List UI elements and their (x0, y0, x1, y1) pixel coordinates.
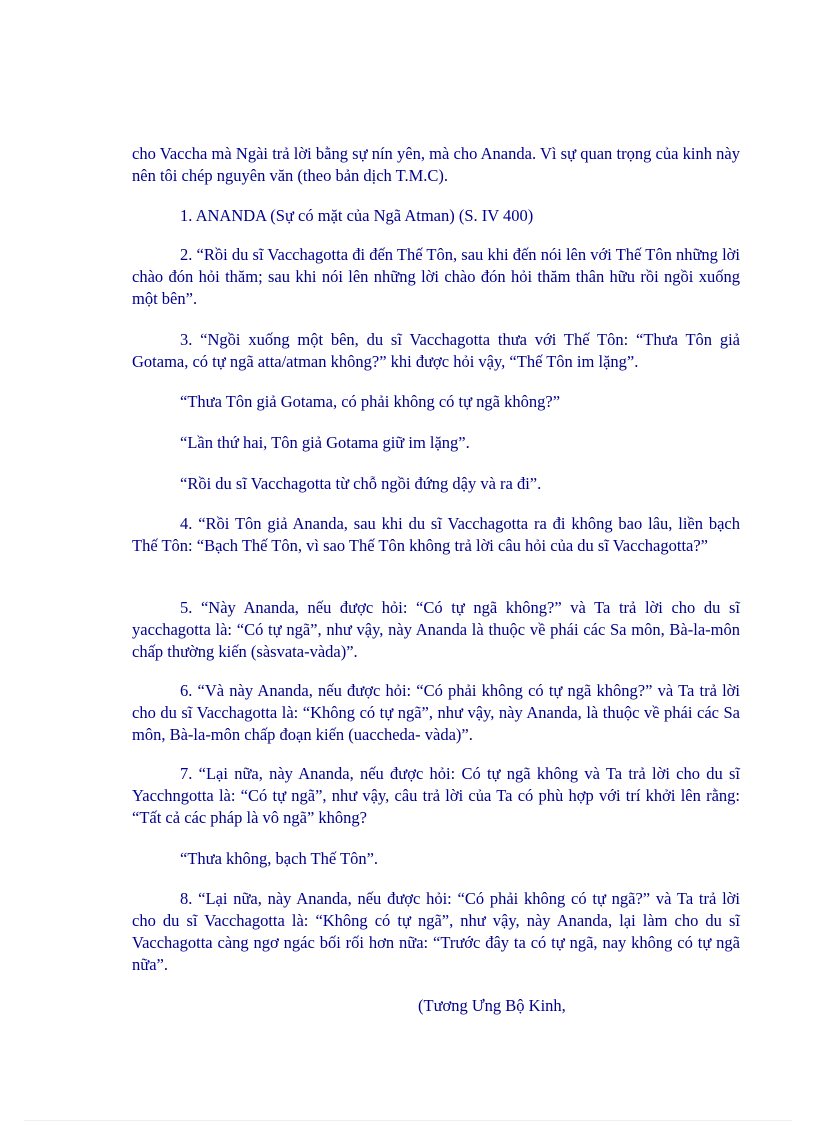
quote-4: “Thưa không, bạch Thế Tôn”. (180, 849, 379, 868)
quote-2: “Lần thứ hai, Tôn giả Gotama giữ im lặng”. (180, 433, 470, 452)
paragraph-6-text: 6. “Và này Ananda, nếu được hỏi: “Có phải không có tự ngã không?” và Ta trả lời cho du sĩ Vacchagotta là: “Không có tự ngã”, như vậy, này Ananda, là thuộc về phái các Sa môn, Bà-la-môn chấp đoạn kiến (uaccheda- vàda)”. (132, 681, 740, 744)
paragraph-2 (132, 244, 740, 310)
paragraph-3-text: 3. “Ngồi xuống một bên, du sĩ Vacchagotta thưa với Thế Tôn: “Thưa Tôn giả Gotama, có tự ngã atta/atman không?” khi được hỏi vậy, “Thế Tôn im lặng”. (132, 330, 740, 371)
paragraph-8 (132, 888, 740, 976)
paragraph-5-text: 5. “Này Ananda, nếu được hỏi: “Có tự ngã không?” và Ta trả lời cho du sĩ yacchagotta là: “Có tự ngã”, như vậy, này Ananda là thuộc về phái các Sa môn, Bà-la-môn chấp thường kiến (sàsvata-vàda)”. (132, 598, 740, 661)
paragraph-6 (132, 680, 740, 746)
intro-text: cho Vaccha mà Ngài trả lời bằng sự nín yên, mà cho Ananda. Vì sự quan trọng của kinh này nên tôi chép nguyên văn (theo bản dịch T.M.C). (132, 144, 740, 185)
paragraph-4-text: 4. “Rồi Tôn giả Ananda, sau khi du sĩ Vacchagotta ra đi không bao lâu, liền bạch Thế Tôn: “Bạch Thế Tôn, vì sao Thế Tôn không trả lời câu hỏi của du sĩ Vacchagotta?” (132, 514, 740, 555)
paragraph-8-text: 8. “Lại nữa, này Ananda, nếu được hỏi: “Có phải không có tự ngã?” và Ta trả lời cho du sĩ Vacchagotta là: “Không có tự ngã”, như vậy, này Ananda, lại làm cho du sĩ Vacchagotta càng ngơ ngác bối rối hơn nữa: “Trước đây ta có tự ngã, nay không có tự ngã nữa”. (132, 889, 740, 974)
sutta-heading: 1. ANANDA (Sự có mặt của Ngã Atman) (S. IV 400) (180, 206, 534, 225)
quote-1: “Thưa Tôn giả Gotama, có phải không có tự ngã không?” (180, 392, 561, 411)
quote-3: “Rồi du sĩ Vacchagotta từ chỗ ngồi đứng dậy và ra đi”. (180, 474, 542, 493)
citation: (Tương Ưng Bộ Kinh, (418, 996, 566, 1015)
intro-paragraph (132, 143, 740, 187)
paragraph-7-text: 7. “Lại nữa, này Ananda, nếu được hỏi: Có tự ngã không và Ta trả lời cho du sĩ Yacchngotta là: “Có tự ngã”, như vậy, câu trả lời của Ta có phù hợp với trí khởi lên rằng: “Tất cả các pháp là vô ngã” không? (132, 764, 740, 827)
page-bottom-rule (24, 1120, 792, 1121)
paragraph-3 (132, 329, 740, 373)
paragraph-5 (132, 597, 740, 663)
paragraph-7 (132, 763, 740, 829)
paragraph-2-text: 2. “Rồi du sĩ Vacchagotta đi đến Thế Tôn, sau khi đến nói lên với Thế Tôn những lời chào đón hỏi thăm; sau khi nói lên những lời chào đón hỏi thăm thân hữu rồi ngồi xuống một bên”. (132, 245, 740, 308)
paragraph-4 (132, 513, 740, 557)
